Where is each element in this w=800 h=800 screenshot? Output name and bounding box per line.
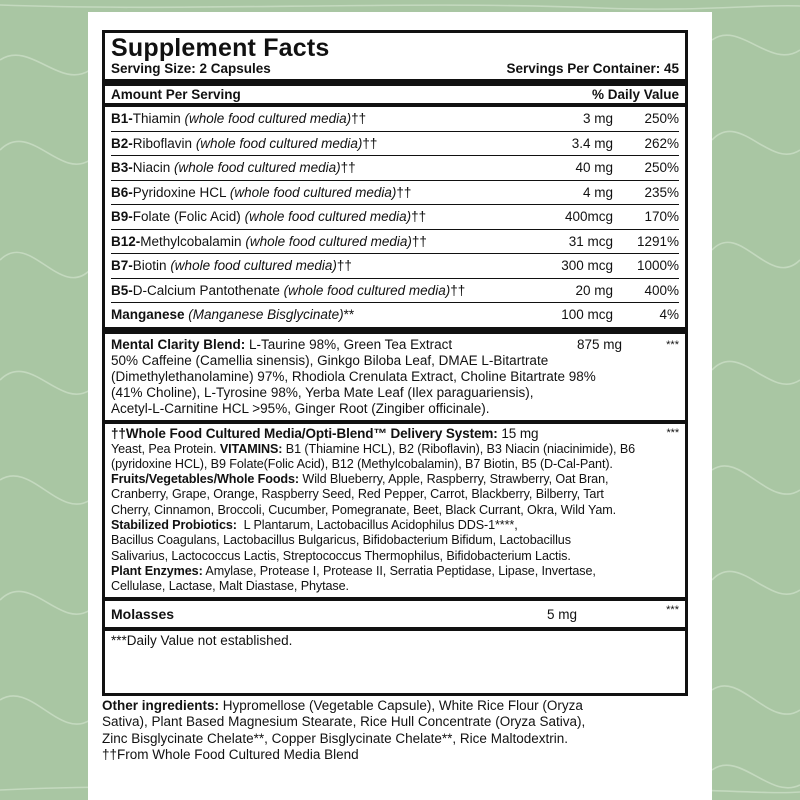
- blend-stars: ***: [666, 338, 679, 351]
- serving-size: Serving Size: 2 Capsules: [111, 61, 271, 76]
- nutrient-amount: 31 mcg: [568, 233, 613, 249]
- other-ingredients-line: Other ingredients: Hypromellose (Vegetable Capsule), White Rice Flour (Oryza: [102, 698, 583, 713]
- nutrient-dv: 1291%: [636, 233, 679, 249]
- daily-value-footnote: ***Daily Value not established.: [111, 633, 293, 649]
- nutrient-row: Manganese (Manganese Bisglycinate)** 100 mcg 4%: [111, 302, 679, 327]
- delivery-line: (pyridoxine HCL), B9 Folate(Folic Acid), B12 (Methylcobalamin), B7 Biotin, B5 (D-Cal-Pant).: [111, 456, 613, 471]
- molasses-stars: ***: [666, 604, 679, 617]
- other-ingredients-line: Sativa), Plant Based Magnesium Stearate, Rice Hull Concentrate (Oryza Sativa),: [102, 714, 586, 730]
- other-ingredients-line: Zinc Bisglycinate Chelate**, Copper Bisglycinate Chelate**, Rice Maltodextrin.: [102, 730, 568, 746]
- nutrient-amount: 3 mg: [582, 111, 613, 127]
- delivery-line: Bacillus Coagulans, Lactobacillus Bulgaricus, Bifidobacterium Bifidum, Lactobacillus: [111, 533, 571, 548]
- mental-clarity-blend: [111, 334, 679, 418]
- nutrient-dv: 250%: [644, 160, 679, 176]
- divider-thick: [105, 327, 685, 334]
- nutrient-amount: 300 mcg: [561, 258, 613, 274]
- blend-line: 50% Caffeine (Camellia sinensis), Ginkgo Biloba Leaf, DMAE L-Bitartrate: [111, 352, 549, 368]
- blend-line: (Dimethylethanolamine) 97%, Rhodiola Crenulata Extract, Choline Bitartrate 98%: [111, 368, 596, 384]
- nutrient-row: B12-Methylcobalamin (whole food cultured media)†† 31 mcg 1291%: [111, 229, 679, 254]
- delivery-line: Cellulase, Lactase, Malt Diastase, Phytase.: [111, 579, 349, 594]
- nutrient-amount: 3.4 mg: [571, 135, 613, 151]
- delivery-system-name: ††Whole Food Cultured Media/Opti-Blend™ Delivery System:: [111, 425, 498, 441]
- delivery-system: [111, 424, 679, 595]
- nutrient-row: B2-Riboflavin (whole food cultured media)†† 3.4 mg 262%: [111, 131, 679, 156]
- blend-line: Acetyl-L-Carnitine HCL >95%, Ginger Root (Zingiber officinale).: [111, 401, 490, 417]
- molasses-amount: 5 mg: [547, 606, 578, 622]
- daily-value-label: % Daily Value: [591, 87, 679, 102]
- amount-header-row: [111, 86, 679, 103]
- nutrient-table: [111, 107, 679, 327]
- amount-per-serving-label: Amount Per Serving: [111, 87, 241, 102]
- nutrient-amount: 40 mg: [575, 160, 613, 176]
- servings-per-container: Servings Per Container: 45: [506, 61, 679, 76]
- divider-thick: [105, 79, 685, 86]
- delivery-line: Yeast, Pea Protein. VITAMINS: B1 (Thiamine HCL), B2 (Riboflavin), B3 Niacin (niacinimide), B6: [111, 441, 636, 456]
- molasses-name: Molasses: [111, 606, 175, 623]
- delivery-line: Stabilized Probiotics: L Plantarum, Lactobacillus Acidophilus DDS-1****,: [111, 518, 518, 532]
- delivery-line: Fruits/Vegetables/Whole Foods: Wild Blueberry, Apple, Raspberry, Strawberry, Oat Bran,: [111, 472, 609, 487]
- nutrient-row: B1-Thiamin (whole food cultured media)†† 3 mg 250%: [111, 111, 679, 127]
- blend-first-line: L-Taurine 98%, Green Tea Extract: [249, 336, 453, 352]
- blend-line: (41% Choline), L-Tyrosine 98%, Yerba Mate Leaf (Ilex paraguariensis),: [111, 385, 534, 401]
- nutrient-row: B9-Folate (Folic Acid) (whole food cultured media)†† 400mcg 170%: [111, 204, 679, 229]
- other-ingredients: [102, 698, 692, 764]
- serving-info: [111, 61, 679, 77]
- delivery-line: Salivarius, Lactococcus Lactis, Streptococcus Thermophilus, Bifidobacterium Lactis.: [111, 548, 571, 563]
- nutrient-row: B5-D-Calcium Pantothenate (whole food cultured media)†† 20 mg 400%: [111, 278, 679, 303]
- nutrient-row: B6-Pyridoxine HCL (whole food cultured media)†† 4 mg 235%: [111, 180, 679, 205]
- nutrient-row: B3-Niacin (whole food cultured media)†† 40 mg 250%: [111, 155, 679, 180]
- nutrient-amount: 100 mcg: [561, 307, 613, 323]
- nutrient-row: B7-Biotin (whole food cultured media)†† 300 mcg 1000%: [111, 253, 679, 278]
- nutrient-amount: 400mcg: [564, 209, 613, 225]
- nutrient-dv: 170%: [644, 209, 679, 225]
- nutrient-dv: 4%: [659, 307, 679, 323]
- other-ingredients-line: ††From Whole Food Cultured Media Blend: [102, 747, 359, 763]
- delivery-line: Cherry, Cinnamon, Broccoli, Cucumber, Pomegranate, Beet, Black Currant, Okra, Wild Yam.: [111, 502, 617, 517]
- delivery-line: Plant Enzymes: Amylase, Protease I, Protease II, Serratia Peptidase, Lipase, Invertase,: [111, 563, 596, 578]
- nutrient-dv: 262%: [644, 135, 679, 151]
- supplement-facts-panel: [102, 30, 688, 696]
- panel-title: Supplement Facts: [111, 34, 330, 62]
- nutrient-dv: 1000%: [636, 258, 679, 274]
- delivery-line: Cranberry, Grape, Orange, Raspberry Seed, Red Pepper, Carrot, Blackberry, Bilberry, Tart: [111, 487, 604, 502]
- supplement-label-card: [88, 12, 712, 800]
- nutrient-amount: 20 mg: [575, 282, 613, 298]
- blend-name: Mental Clarity Blend:: [111, 336, 246, 352]
- nutrient-dv: 250%: [644, 111, 679, 127]
- delivery-system-amount: 15 mg: [501, 425, 539, 441]
- molasses-row: [111, 601, 679, 627]
- delivery-system-stars: ***: [666, 426, 679, 439]
- nutrient-dv: 235%: [644, 184, 679, 200]
- nutrient-dv: 400%: [644, 282, 679, 298]
- nutrient-amount: 4 mg: [582, 184, 613, 200]
- blend-amount: 875 mg: [577, 336, 623, 352]
